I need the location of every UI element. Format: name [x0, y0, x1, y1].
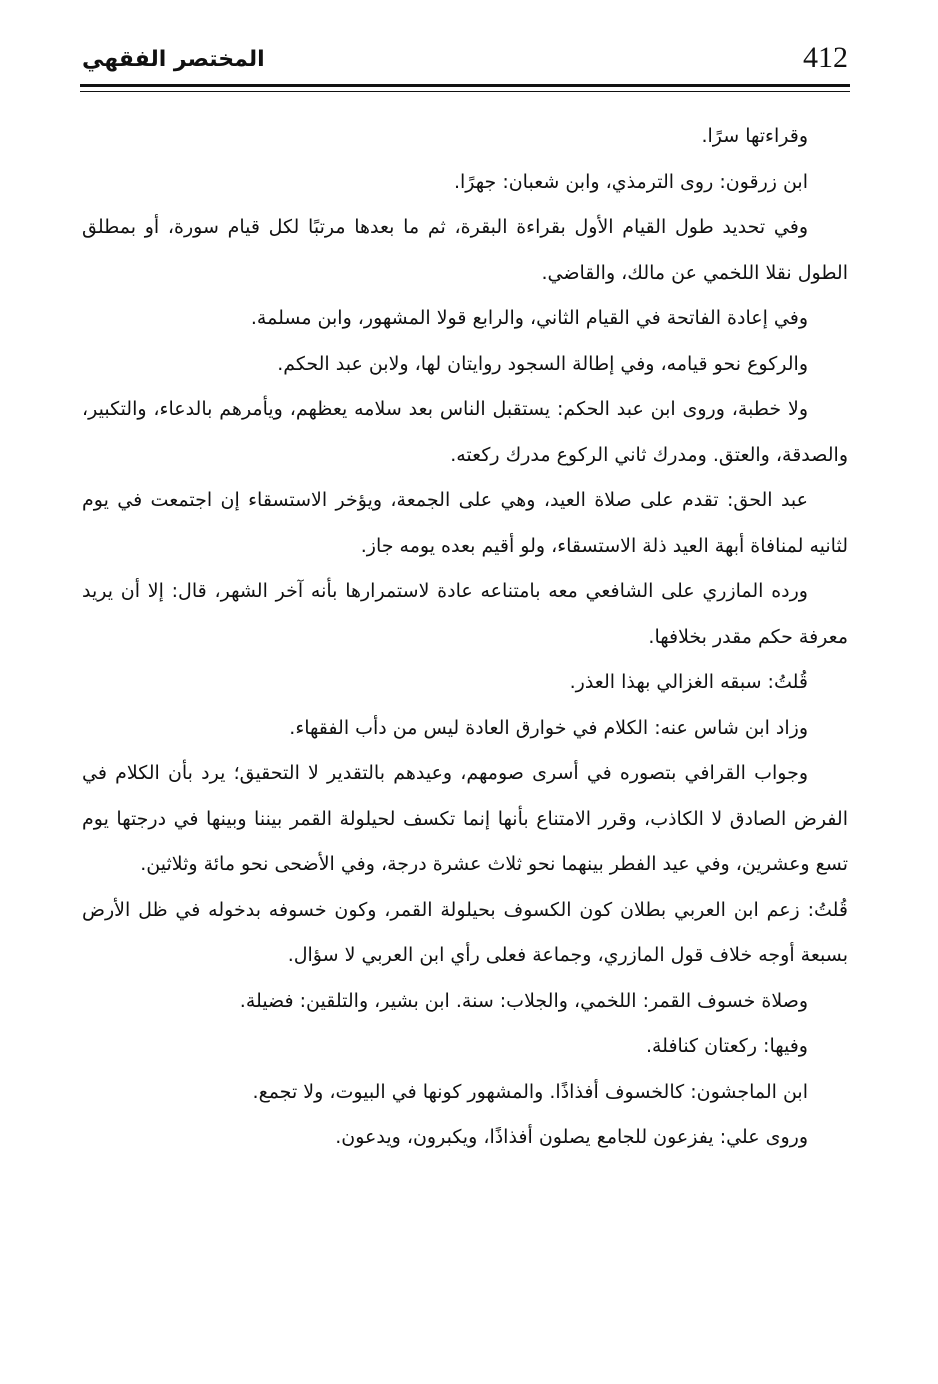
header-rule-thin: [80, 91, 850, 92]
running-title: المختصر الفقهي: [82, 47, 265, 72]
paragraph: وجواب القرافي بتصوره في أسرى صومهم، وعيدهم بالتقدير لا التحقيق؛ يرد بأن الكلام في الفرض الصادق لا الكاذب، وقرر الامتناع بأنها إنما تكسف لحيلولة القمر بيننا وبينها في درجتها يوم تسع وعشرين، وفي عيد الفطر بينهما نحو ثلاث عشرة درجة، وفي الأضحى نحو مائة وثلاثين.: [82, 762, 848, 875]
paragraph: ابن زرقون: روى الترمذي، وابن شعبان: جهرًا.: [453, 170, 808, 193]
paragraph: وروى علي: يفزعون للجامع يصلون أفذاذًا، ويكبرون، ويدعون.: [335, 1126, 808, 1148]
paragraph: وفي تحديد طول القيام الأول بقراءة البقرة، ثم ما بعدها مرتبًا لكل قيام سورة، أو بمطلق الطول نقلا اللخمي عن مالك، والقاضي.: [82, 216, 848, 284]
paragraph: عبد الحق: تقدم على صلاة العيد، وهي على الجمعة، ويؤخر الاستسقاء إن اجتمعت في يوم لثانيه لمنافاة أبهة العيد ذلة الاستسقاء، ولو أقيم بعده يومه جاز.: [82, 489, 848, 557]
paragraph: وقراءتها سرًا.: [701, 125, 808, 147]
body-text: [82, 114, 848, 1161]
paragraph: وصلاة خسوف القمر: اللخمي، والجلاب: سنة. ابن بشير، والتلقين: فضيلة.: [239, 989, 808, 1012]
paragraph: وزاد ابن شاس عنه: الكلام في خوارق العادة ليس من دأب الفقهاء.: [289, 716, 808, 739]
paragraph: وفي إعادة الفاتحة في القيام الثاني، والرابع قولا المشهور، وابن مسلمة.: [250, 307, 808, 329]
paragraph: قُلتُ: سبقه الغزالي بهذا العذر.: [569, 671, 808, 693]
paragraph: قُلتُ: زعم ابن العربي بطلان كون الكسوف بحيلولة القمر، وكون خسوفه بدخوله في ظل الأرض بسبعة أوجه خلاف قول المازري، وجماعة فعلى رأي ابن العربي لا سؤال.: [82, 898, 848, 966]
paragraph: والركوع نحو قيامه، وفي إطالة السجود روايتان لها، ولابن عبد الحكم.: [277, 352, 808, 375]
paragraph: ابن الماجشون: كالخسوف أفذاذًا. والمشهور كونها في البيوت، ولا تجمع.: [252, 1080, 808, 1103]
page-number: 412: [803, 41, 848, 74]
header-rule-thick: [80, 84, 850, 87]
paragraph: وفيها: ركعتان كنافلة.: [645, 1035, 808, 1057]
paragraph: ورده المازري على الشافعي معه بامتناعه عادة لاستمرارها بأنه آخر الشهر، قال: إلا أن يريد معرفة حكم مقدر بخلافها.: [82, 580, 848, 648]
page-header: [82, 38, 848, 82]
paragraph: ولا خطبة، وروى ابن عبد الحكم: يستقبل الناس بعد سلامه يعظهم، ويأمرهم بالدعاء، والتكبير، والصدقة، والعتق. ومدرك ثاني الركوع مدرك ركعته.: [82, 398, 848, 466]
